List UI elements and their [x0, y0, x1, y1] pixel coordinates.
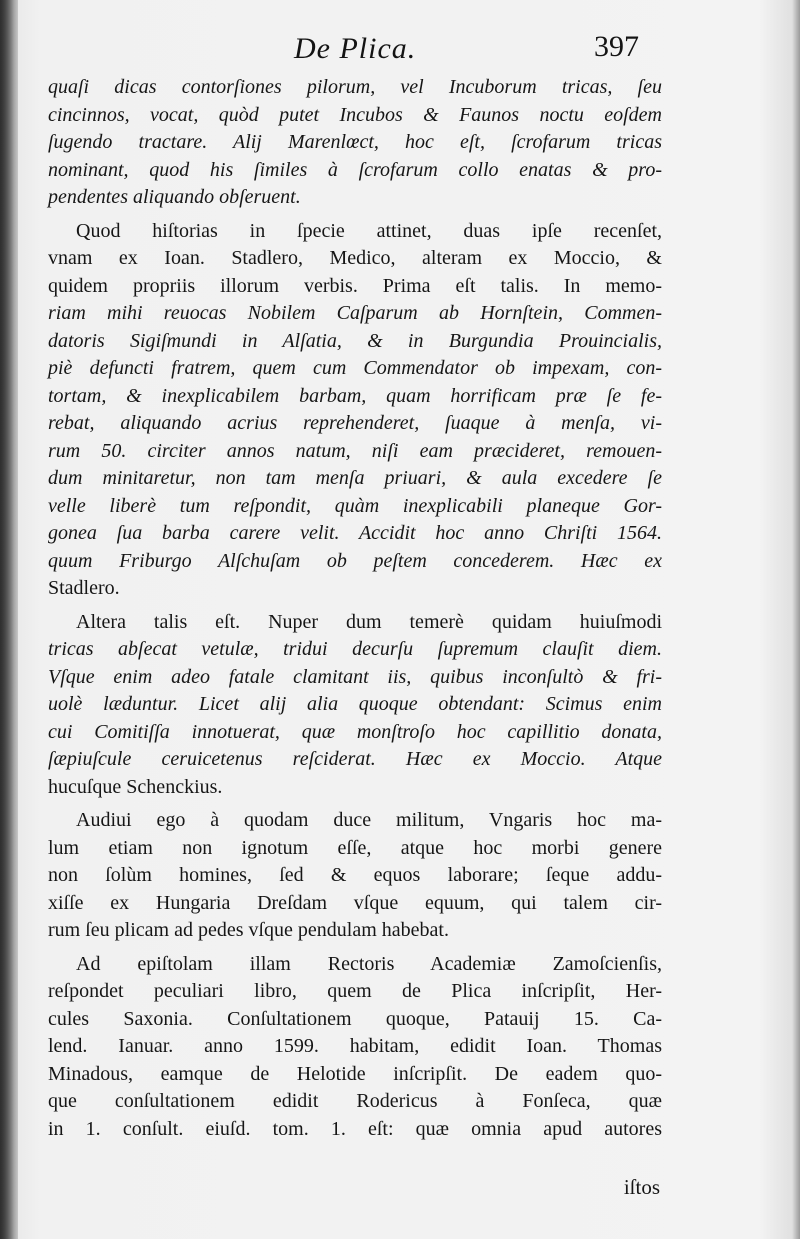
- text-line: lum etiam non ignotum eſſe, atque hoc morbi genere: [48, 836, 662, 859]
- text-line: pendentes aliquando obſeruent.: [48, 186, 301, 208]
- paragraph: [48, 74, 662, 212]
- text-line: piè defuncti fratrem, quem cum Commendator ob impexam, con-: [48, 357, 662, 379]
- paragraph: [48, 609, 662, 802]
- text-line: Quod hiſtorias in ſpecie attinet, duas ipſe recenſet,: [76, 219, 662, 242]
- binding-shadow: [0, 0, 18, 1239]
- text-line: rum 50. circiter annos natum, niſi eam præcideret, remouen-: [48, 439, 662, 462]
- text-line: Audiui ego à quodam duce militum, Vngaris hoc ma-: [76, 809, 662, 831]
- paragraph: [48, 218, 662, 603]
- text-line: ſæpiuſcule ceruicetenus reſciderat. Hæc ex Moccio. Atque: [48, 748, 662, 770]
- text-line: cincinnos, vocat, quòd putet Incubos & Faunos noctu eoſdem: [48, 103, 662, 126]
- text-line: lend. Ianuar. anno 1599. habitam, edidit Ioan. Thomas: [48, 1035, 662, 1057]
- text-line: que conſultationem edidit Rodericus à Fonſeca, quæ: [48, 1090, 662, 1112]
- text-line: nominant, quod his ſimiles à ſcrofarum collo enatas & pro-: [48, 158, 662, 181]
- text-line: dum minitaretur, non tam menſa priuari, & aula excedere ſe: [48, 467, 662, 489]
- text-line: Ad epiſtolam illam Rectoris Academiæ Zamoſcienſis,: [76, 952, 662, 975]
- text-line: rebat, aliquando acrius reprehenderet, ſuaque à menſa, vi-: [48, 412, 662, 434]
- paragraph: [48, 951, 662, 1144]
- text-line: Altera talis eſt. Nuper dum temerè quidam huiuſmodi: [76, 610, 662, 633]
- text-line: datoris Sigiſmundi in Alſatia, & in Burgundia Prouincialis,: [48, 329, 662, 352]
- body-text: [48, 74, 662, 1149]
- text-line: Vſque enim adeo fatale clamitant iis, quibus inconſultò & fri-: [48, 665, 662, 688]
- text-line: Stadlero.: [48, 577, 120, 599]
- text-line: hucuſque Schenckius.: [48, 775, 223, 798]
- text-line: tortam, & inexplicabilem barbam, quam horrificam præ ſe fe-: [48, 384, 662, 407]
- text-line: xiſſe ex Hungaria Dreſdam vſque equum, qui talem cir-: [48, 891, 662, 914]
- text-line: rum ſeu plicam ad pedes vſque pendulam habebat.: [48, 919, 449, 941]
- text-line: non ſolùm homines, ſed & equos laborare; ſeque addu-: [48, 864, 662, 886]
- page-header: [0, 32, 800, 76]
- text-line: quaſi dicas contorſiones pilorum, vel Incuborum tricas, ſeu: [48, 76, 662, 98]
- text-line: ſugendo tractare. Alij Marenlœct, hoc eſt, ſcrofarum tricas: [48, 131, 662, 153]
- text-line: cui Comitiſſa innotuerat, quæ monſtroſo hoc capillitio donata,: [48, 720, 662, 743]
- running-title: De Plica.: [294, 32, 417, 65]
- text-line: Minadous, eamque de Helotide inſcripſit. De eadem quo-: [48, 1062, 662, 1085]
- text-line: tricas abſecat vetulæ, tridui decurſu ſupremum clauſit diem.: [48, 638, 662, 660]
- text-line: reſpondet peculiari libro, quem de Plica inſcripſit, Her-: [48, 980, 662, 1002]
- text-line: vnam ex Ioan. Stadlero, Medico, alteram ex Moccio, &: [48, 247, 662, 269]
- text-line: quidem propriis illorum verbis. Prima eſt talis. In memo-: [48, 274, 662, 297]
- text-line: velle liberè tum reſpondit, quàm inexplicabili planeque Gor-: [48, 494, 662, 517]
- catchword: iſtos: [623, 1175, 660, 1199]
- text-line: gonea ſua barba carere velit. Accidit hoc anno Chriſti 1564.: [48, 522, 662, 544]
- text-line: uolè læduntur. Licet alij alia quoque obtendant: Scimus enim: [48, 693, 662, 715]
- page-number: 397: [594, 30, 639, 63]
- text-line: in 1. conſult. eiuſd. tom. 1. eſt: quæ omnia apud autores: [48, 1117, 662, 1140]
- text-line: cules Saxonia. Conſultationem quoque, Patauij 15. Ca-: [48, 1007, 662, 1030]
- text-line: quum Friburgo Alſchuſam ob peſtem concederem. Hæc ex: [48, 549, 662, 572]
- text-line: riam mihi reuocas Nobilem Caſparum ab Hornſtein, Commen-: [48, 302, 662, 324]
- paragraph: [48, 807, 662, 945]
